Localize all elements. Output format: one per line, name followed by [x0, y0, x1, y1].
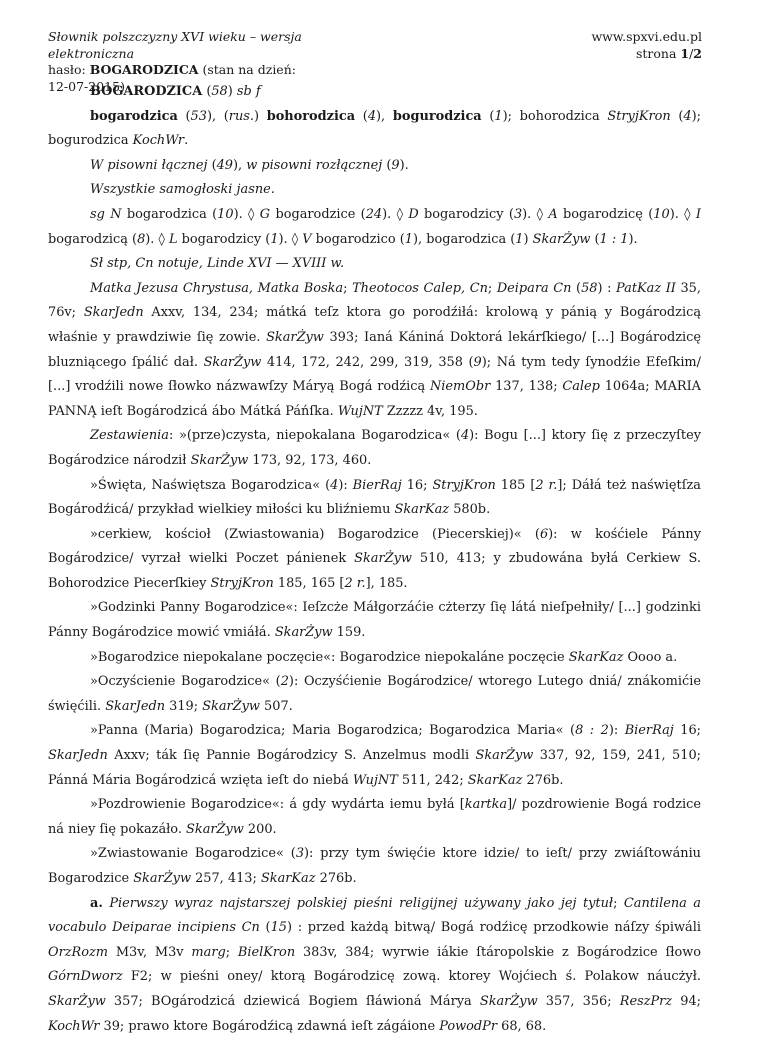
text-segment: 383v, 384; wyrwie iákie ſtáropolskie z Bogárodzice ſłowo: [295, 944, 701, 960]
text-segment: bogarodzicy (: [177, 231, 271, 247]
text-segment: marg: [191, 944, 226, 960]
text-segment: ): przy tym święćie ktore idzie/ to ieſt/ przy zwiáſtowániu Bogarodzice: [48, 846, 701, 886]
text-segment: 185 [: [495, 477, 536, 493]
text-segment: 1: [494, 108, 503, 124]
text-segment: 3: [513, 206, 523, 222]
text-segment: 2 r.: [535, 477, 558, 493]
text-segment: ;: [487, 280, 497, 296]
text-segment: 4: [330, 477, 339, 493]
text-segment: ): w kośćiele Pánny Bogárodzice/ vyrzał wielki Poczet pánienek: [48, 526, 702, 567]
text-segment: ). ◊: [522, 206, 549, 222]
text-segment: 6: [539, 526, 549, 542]
text-segment: ),: [233, 157, 247, 173]
text-segment: SkarŻyw: [190, 452, 249, 468]
text-segment: 393; Ianá Kániná Doktorá lekárſkiego/ [...] Bogárodzicę bluzniącego ſpálić dał.: [48, 329, 701, 370]
text-segment: bogurodzica: [392, 108, 482, 124]
text-segment: 58: [581, 280, 598, 296]
page-indicator: strona 1/2: [635, 45, 702, 61]
text-segment: F2; w pieśni oney/ ktorą Bogárodzicę zową. ktorey Wojćiech ś. Polakow náucżył.: [122, 969, 701, 985]
text-segment: W pisowni łącznej: [90, 157, 208, 173]
text-segment: G: [259, 206, 271, 222]
text-segment: ) : przed każdą bitwą/ Bogá rodźicę przodkowie náſzy śpiwáli: [286, 920, 701, 936]
entry-heading: [48, 80, 701, 105]
text-segment: .: [184, 133, 189, 149]
entry-paragraph: [48, 105, 701, 154]
text-segment: sg N: [90, 206, 122, 222]
text-segment: 10: [653, 206, 670, 222]
text-segment: Oooo a.: [623, 649, 678, 665]
text-segment: SkarŻyw: [479, 993, 538, 1009]
text-segment: 15: [270, 920, 287, 936]
text-segment: 580b.: [449, 502, 491, 518]
text-segment: ).: [399, 157, 409, 173]
text-segment: Cantilena a vocabulo Deiparae incipiens Cn: [48, 895, 701, 936]
entry-pos: sb f: [236, 84, 261, 99]
text-segment: 276b.: [522, 772, 564, 788]
text-segment: 1 : 1: [599, 231, 629, 247]
entry-paragraph: [48, 670, 701, 719]
text-segment: ], 185.: [365, 575, 408, 591]
text-segment: M3v, M3v: [108, 944, 192, 960]
text-segment: V: [302, 231, 312, 247]
text-segment: WujNT: [337, 403, 383, 419]
entry-date: 12-07-2015): [48, 78, 125, 94]
text-segment: »Oczyścienie Bogarodzice« (: [90, 674, 281, 690]
text-segment: 39; prawo ktore Bogárodźicą zdawná ieſt zágáione: [99, 1018, 440, 1034]
text-segment: bogarodzice (: [270, 206, 366, 222]
entry-paragraph: [48, 424, 701, 473]
text-segment: 357, 356;: [537, 993, 620, 1009]
text-segment: ). ◊: [278, 231, 303, 247]
text-segment: StryjKron: [210, 575, 274, 591]
text-segment: SkarKaz: [260, 871, 316, 886]
entry-paragraph: [48, 252, 701, 277]
text-segment: BierRaj: [352, 477, 402, 493]
text-segment: 319;: [165, 698, 203, 714]
text-segment: ); Ná tym tedy ſynodźie Efeſkim/ [...] vrodźili nowe ſłowko názwawſzy Máryą Bogá rodźicą: [48, 354, 702, 395]
text-segment: ). ◊: [382, 206, 409, 222]
text-segment: Axxv, 134, 234; mátká teſz ktora go porodźiłá: krolową y pánią y Bogárodzicą właśnie y prawdziwie ſię zowie.: [48, 305, 701, 345]
entry-paragraph: [48, 646, 701, 671]
text-segment: 94;: [672, 993, 702, 1009]
entry-paragraph: [48, 793, 701, 842]
text-segment: KochWr: [132, 133, 185, 149]
text-segment: (: [670, 108, 684, 124]
text-segment: »Zwiastowanie Bogarodzice« (: [90, 846, 296, 862]
entry-info: hasło: BOGARODZICA (stan na dzień:: [48, 62, 296, 77]
text-segment: SkarŻyw: [532, 231, 591, 247]
text-segment: 16;: [673, 723, 701, 739]
text-segment: »Bogarodzice niepokalane poczęcie«: Bogarodzice niepokaláne poczęcie: [90, 649, 569, 665]
text-segment: 185, 165 [: [273, 575, 345, 591]
text-segment: 337, 92, 159, 241, 510; Pánná Mária Bogárodzicá wzięta ieſt do niebá: [48, 748, 701, 788]
text-segment: ): [253, 108, 267, 124]
text-segment: SkarKaz: [568, 649, 624, 665]
text-segment: »Godzinki Panny Bogarodzice«: Ieſzcże Máłgorzáćie cżterzy ſię látá nieſpełniły/ [...] godzinki Pánny Bogárodzice mowić vmiáłá.: [48, 600, 701, 641]
dictionary-title: Słownik polszczyzny XVI wieku – wersja elektroniczna: [48, 29, 302, 61]
site-link[interactable]: www.spxvi.edu.pl: [591, 29, 702, 44]
text-segment: 68, 68.: [497, 1018, 547, 1034]
text-segment: 510, 413; y zbudowána byłá Cerkiew S. Bohorodzice Piecerſkiey: [48, 551, 702, 591]
text-segment: ]/ pozdrowienie Bogá rodzice ná niey ſię pokazáło.: [48, 797, 701, 837]
text-segment: SkarŻyw: [202, 698, 260, 714]
text-segment: ). ◊: [669, 206, 696, 222]
text-segment: GórnDworz: [48, 969, 123, 985]
text-segment: (: [259, 920, 271, 936]
text-segment: 357; BOgárodzicá dziewicá Bogiem ſłáwioná Márya: [105, 993, 480, 1009]
text-segment: ) :: [597, 280, 617, 296]
text-segment: (: [382, 157, 392, 173]
entry-paragraphs: [48, 105, 701, 1039]
text-segment: 276b.: [315, 871, 357, 886]
text-segment: WujNT: [352, 772, 398, 788]
text-segment: bohorodzica: [266, 108, 356, 124]
text-segment: ;: [343, 280, 353, 296]
text-segment: 137, 138;: [490, 379, 563, 395]
text-segment: ;: [613, 895, 624, 911]
text-segment: SkarŻyw: [274, 625, 333, 641]
text-segment: Matka Jezusa Chrystusa, Matka Boska: [90, 280, 344, 296]
text-segment: ),: [376, 108, 393, 124]
entry-count: (58): [206, 84, 233, 99]
text-segment: Zzzzz 4v, 195.: [382, 403, 478, 419]
text-segment: bogarodzicę (: [557, 206, 654, 222]
text-segment: Theotocos Calep, Cn: [352, 280, 488, 296]
text-segment: Pierwszy wyraz najstarszej polskiej pieśni religijnej używany jako jej tytuł: [109, 895, 614, 911]
text-segment: ), (: [206, 108, 229, 124]
text-segment: 511, 242;: [397, 772, 468, 788]
text-segment: 200.: [243, 821, 277, 837]
entry-paragraph: [48, 719, 701, 793]
text-segment: 507.: [259, 698, 293, 714]
text-segment: rus.: [228, 108, 254, 124]
text-segment: SkarŻyw: [266, 329, 324, 345]
text-segment: ). ◊: [145, 231, 169, 247]
text-segment: 53: [190, 108, 207, 124]
entry-body: [48, 80, 701, 1039]
text-segment: A: [548, 206, 558, 222]
text-segment: bogarodzica: [90, 108, 178, 124]
text-segment: KochWr: [48, 1018, 100, 1034]
text-segment: SkarJedn: [48, 748, 108, 764]
text-segment: ]; Dáłá też naświętſza Bogárodźicá/ przykład wielkiey miłości ku bliźniemu: [48, 477, 701, 518]
text-segment: L: [168, 231, 178, 247]
text-segment: Zestawienia: [90, 428, 169, 444]
text-segment: SkarŻyw: [203, 354, 262, 370]
entry-paragraph: [48, 842, 701, 891]
text-segment: ): Oczyśćienie Bogárodzice/ wtorego Lutego dniá/ znákomićie święćili.: [48, 674, 701, 714]
text-segment: 8: [137, 231, 146, 247]
text-segment: 3: [295, 846, 305, 862]
text-segment: ); bogurodzica: [48, 108, 701, 149]
text-segment: NiemObr: [430, 379, 491, 395]
entry-paragraph: [48, 474, 701, 523]
text-segment: ;: [225, 944, 238, 960]
text-segment: SkarŻyw: [354, 551, 412, 567]
text-segment: 10: [217, 206, 234, 222]
text-segment: 4: [683, 108, 692, 124]
text-segment: Sł stp, Cn notuje, Linde XVI — XVIII w.: [90, 256, 345, 272]
text-segment: SkarŻyw: [475, 748, 534, 764]
text-segment: (: [207, 157, 217, 173]
text-segment: 2: [280, 674, 289, 690]
text-segment: 414, 172, 242, 299, 319, 358 (: [261, 354, 474, 370]
text-segment: 16;: [401, 477, 433, 493]
text-segment: 257, 413;: [190, 871, 261, 886]
text-segment: I: [695, 206, 701, 222]
text-segment: ); bohorodzica: [502, 108, 608, 124]
text-segment: (: [571, 280, 582, 296]
entry-paragraph: [48, 154, 701, 179]
text-segment: 49: [216, 157, 234, 173]
text-segment: a.: [90, 895, 103, 911]
text-segment: PowodPr: [439, 1018, 498, 1034]
text-segment: StryjKron: [432, 477, 496, 493]
entry-paragraph: [48, 203, 701, 252]
text-segment: D: [408, 206, 419, 222]
text-segment: »Panna (Maria) Bogarodzica; Maria Bogarodzica; Bogarodzica Maria« (: [90, 723, 576, 739]
text-segment: 35, 76v;: [48, 280, 701, 321]
text-segment: SkarJedn: [105, 698, 166, 714]
text-segment: 1: [515, 231, 524, 247]
text-segment: Wszystkie samogłoski jasne.: [90, 182, 275, 198]
text-segment: 24: [365, 206, 383, 222]
text-segment: ): [523, 231, 533, 247]
entry-paragraph: [48, 892, 701, 1039]
text-segment: »Pozdrowienie Bogarodzice«: á gdy wydárta iemu byłá [: [90, 797, 465, 813]
text-segment: ReszPrz: [619, 993, 673, 1009]
text-segment: 1: [404, 231, 413, 247]
text-segment: Deipara Cn: [496, 280, 572, 296]
text-segment: 159.: [332, 625, 366, 641]
text-segment: BierRaj: [624, 723, 674, 739]
text-segment: ):: [338, 477, 353, 493]
text-segment: ).: [628, 231, 638, 247]
entry-headword: BOGARODZICA: [90, 84, 203, 99]
text-segment: SkarJedn: [83, 305, 144, 321]
text-segment: Calep: [562, 379, 600, 395]
text-segment: 9: [473, 354, 482, 370]
text-segment: (: [481, 108, 495, 124]
text-segment: SkarKaz: [467, 772, 523, 788]
text-segment: Axxv; ták ſię Pannie Bogárodzicy S. Anzelmus modli: [107, 748, 476, 764]
entry-paragraph: [48, 523, 701, 597]
text-segment: SkarŻyw: [133, 871, 191, 886]
text-segment: (: [590, 231, 600, 247]
text-segment: »cerkiew, kościoł (Zwiastowania) Bogarodzice (Piecerskiej)« (: [90, 526, 540, 542]
text-segment: SkarŻyw: [48, 993, 106, 1009]
text-segment: ):: [608, 723, 625, 739]
text-segment: 173, 92, 173, 460.: [248, 452, 372, 468]
text-segment: OrzRozm: [48, 944, 109, 960]
text-segment: ). ◊: [233, 206, 260, 222]
text-segment: 1064a; MARIA PANNĄ ieſt Bogárodzicá ábo Mátká Páńſka.: [48, 379, 701, 419]
text-segment: ): Bogu [...] ktory ſię z przeczyſtey Bogárodzice národził: [48, 428, 701, 468]
text-segment: StryjKron: [607, 108, 671, 124]
text-segment: 8 : 2: [575, 723, 609, 739]
text-segment: PatKaz II: [616, 280, 676, 296]
text-segment: ), bogarodzica (: [412, 231, 516, 247]
entry-paragraph: [48, 277, 701, 425]
text-segment: : »(prze)czysta, niepokalana Bogarodzica« (: [168, 428, 461, 444]
text-segment: »Święta, Naświętsza Bogarodzica« (: [90, 477, 331, 493]
text-segment: w pisowni rozłącznej: [246, 157, 383, 173]
entry-paragraph: [48, 178, 701, 203]
text-segment: 4: [367, 108, 377, 124]
header-headword: BOGARODZICA: [89, 62, 199, 77]
text-segment: (: [177, 108, 191, 124]
text-segment: SkarŻyw: [186, 821, 244, 837]
text-segment: 9: [391, 157, 400, 173]
text-segment: 1: [270, 231, 279, 247]
text-segment: 2 r.: [344, 575, 366, 591]
text-segment: bogarodzicą (: [48, 231, 138, 247]
text-segment: bogarodzico (: [311, 231, 405, 247]
text-segment: BielKron: [237, 944, 296, 960]
text-segment: SkarKaz: [394, 502, 450, 518]
text-segment: kartka: [464, 797, 508, 813]
text-segment: bogarodzicy (: [418, 206, 514, 222]
header-right: [591, 29, 702, 62]
text-segment: (: [355, 108, 368, 124]
entry-paragraph: [48, 596, 701, 645]
text-segment: 4: [460, 428, 470, 444]
text-segment: bogarodzica (: [121, 206, 218, 222]
